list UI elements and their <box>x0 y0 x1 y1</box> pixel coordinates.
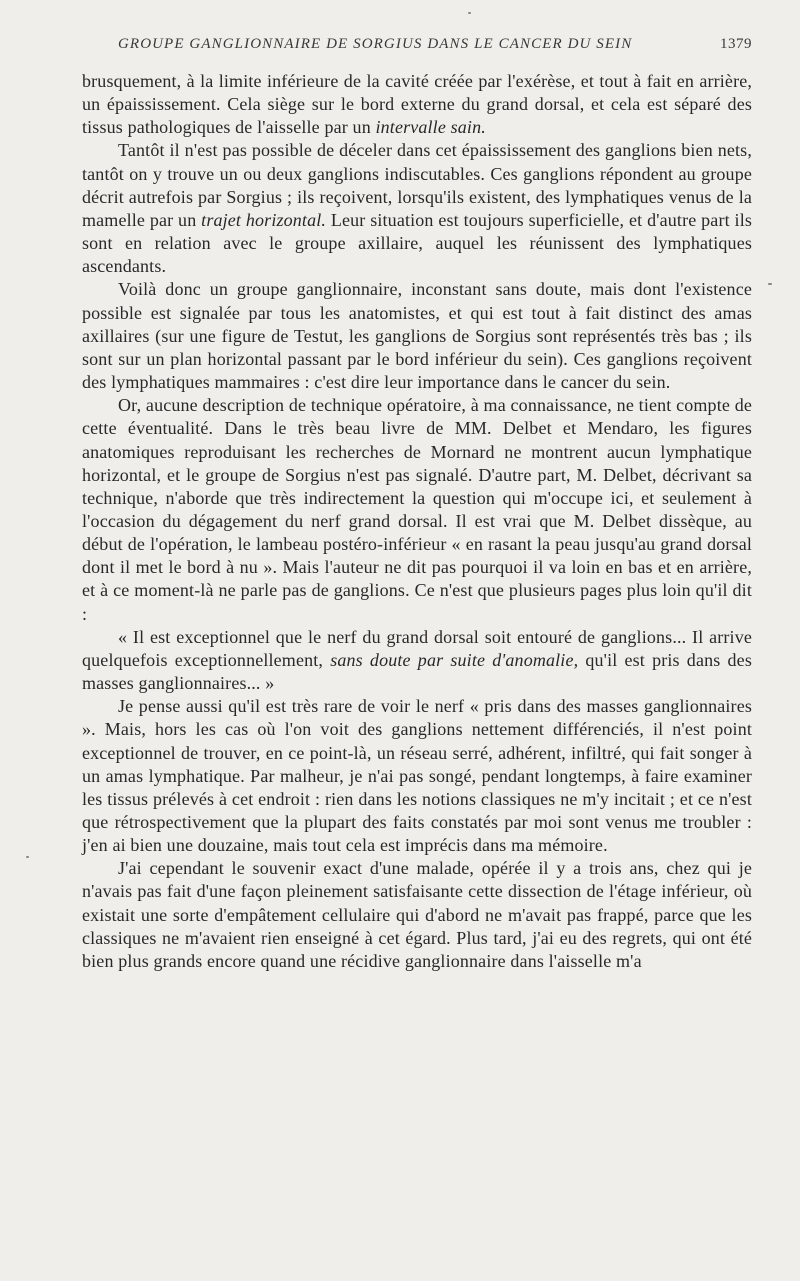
paragraph-6: Je pense aussi qu'il est très rare de voir le nerf « pris dans des masses ganglionnaires ». Mais, hors les cas où l'on voit des ganglions nettement différenciés, il n'est point exceptionnel de trouver, en ce point-là, un réseau serré, adhérent, infiltré, qui fait songer à un amas lymphatique. Par malheur, je n'ai pas songé, pendant longtemps, à faire examiner les tissus prélevés à cet endroit : rien dans les notions classiques ne m'y incitait ; et ce n'est que rétrospectivement que la plupart des faits constatés par moi sont venus me troubler : j'en ai bien une douzaine, mais tout cela est imprécis dans ma mémoire. <box>82 696 752 856</box>
scan-speck <box>26 856 29 858</box>
italic-phrase: trajet horizontal. <box>201 209 327 230</box>
running-head-title: GROUPE GANGLIONNAIRE DE SORGIUS DANS LE CANCER DU SEIN <box>118 36 633 52</box>
italic-phrase: intervalle sain. <box>375 117 486 138</box>
paragraph-4: Or, aucune description de technique opératoire, à ma connaissance, ne tient compte de cette éventualité. Dans le très beau livre de MM. Delbet et Mendaro, les figures anatomiques reproduisant les recherches de Mornard ne montrent aucun lymphatique horizontal, et le groupe de Sorgius n'est pas signalé. D'autre part, M. Delbet, décrivant sa technique, n'aborde que très indirectement la question qui m'occupe ici, et seulement à l'occasion du dégagement du nerf grand dorsal. Il est vrai que M. Delbet dissèque, au début de l'opération, le lambeau postéro-inférieur « en rasant la peau jusqu'au grand dorsal dont il met le bord à nu ». Mais l'auteur ne dit pas pourquoi il va loin en bas et en arrière, et à ce moment-là ne parle pas de ganglions. Ce n'est que plusieurs pages plus loin qu'il dit : <box>82 395 752 624</box>
paragraph-1: brusquement, à la limite inférieure de la cavité créée par l'exérèse, et tout à fait en arrière, un épaississement. Cela siège sur le bord externe du grand dorsal, et cela est séparé des tissus pathologiques de l'aisselle par un intervalle sain. <box>82 71 752 138</box>
scan-speck <box>768 283 772 285</box>
quotation-paragraph: « Il est exceptionnel que le nerf du grand dorsal soit entouré de ganglions... Il arrive quelquefois exceptionnellement, sans doute par suite d'anomalie, qu'il est pris dans des masses ganglionnaires... » <box>82 626 752 694</box>
running-head <box>82 36 752 60</box>
paragraph-7: J'ai cependant le souvenir exact d'une malade, opérée il y a trois ans, chez qui je n'avais pas fait d'une façon pleinement satisfaisante cette dissection de l'étage inférieur, où existait une sorte d'empâtement cellulaire qui d'abord ne m'avait pas frappé, parce que les classiques ne m'avaient rien enseigné à cet égard. Plus tard, j'ai eu des regrets, qui ont été bien plus grands encore quand une récidive ganglionnaire dans l'aisselle m'a <box>82 858 752 971</box>
paragraph-3: Voilà donc un groupe ganglionnaire, inconstant sans doute, mais dont l'existence possible est signalée par tous les anatomistes, et qui est tout à fait distinct des amas axillaires (sur une figure de Testut, les ganglions de Sorgius sont représentés très bas ; ils sont sur un plan horizontal passant par le bord inférieur du sein). Ces ganglions reçoivent des lymphatiques mammaires : c'est dire leur importance dans le cancer du sein. <box>82 279 752 393</box>
body-text <box>82 70 752 973</box>
scan-speck <box>468 12 471 14</box>
paragraph-2: Tantôt il n'est pas possible de déceler dans cet épaississement des ganglions bien nets, tantôt on y trouve un ou deux ganglions indiscutables. Ces ganglions répondent au groupe décrit autrefois par Sorgius ; ils reçoivent, lorsqu'ils existent, des lymphatiques venus de la mamelle par un trajet horizontal. Leur situation est toujours superficielle, et d'autre part ils sont en relation avec le groupe axillaire, auquel les réunissent des lymphatiques ascendants. <box>82 140 752 277</box>
page-number: 1379 <box>720 36 752 52</box>
italic-phrase: sans doute par suite d'anomalie, <box>330 649 579 670</box>
